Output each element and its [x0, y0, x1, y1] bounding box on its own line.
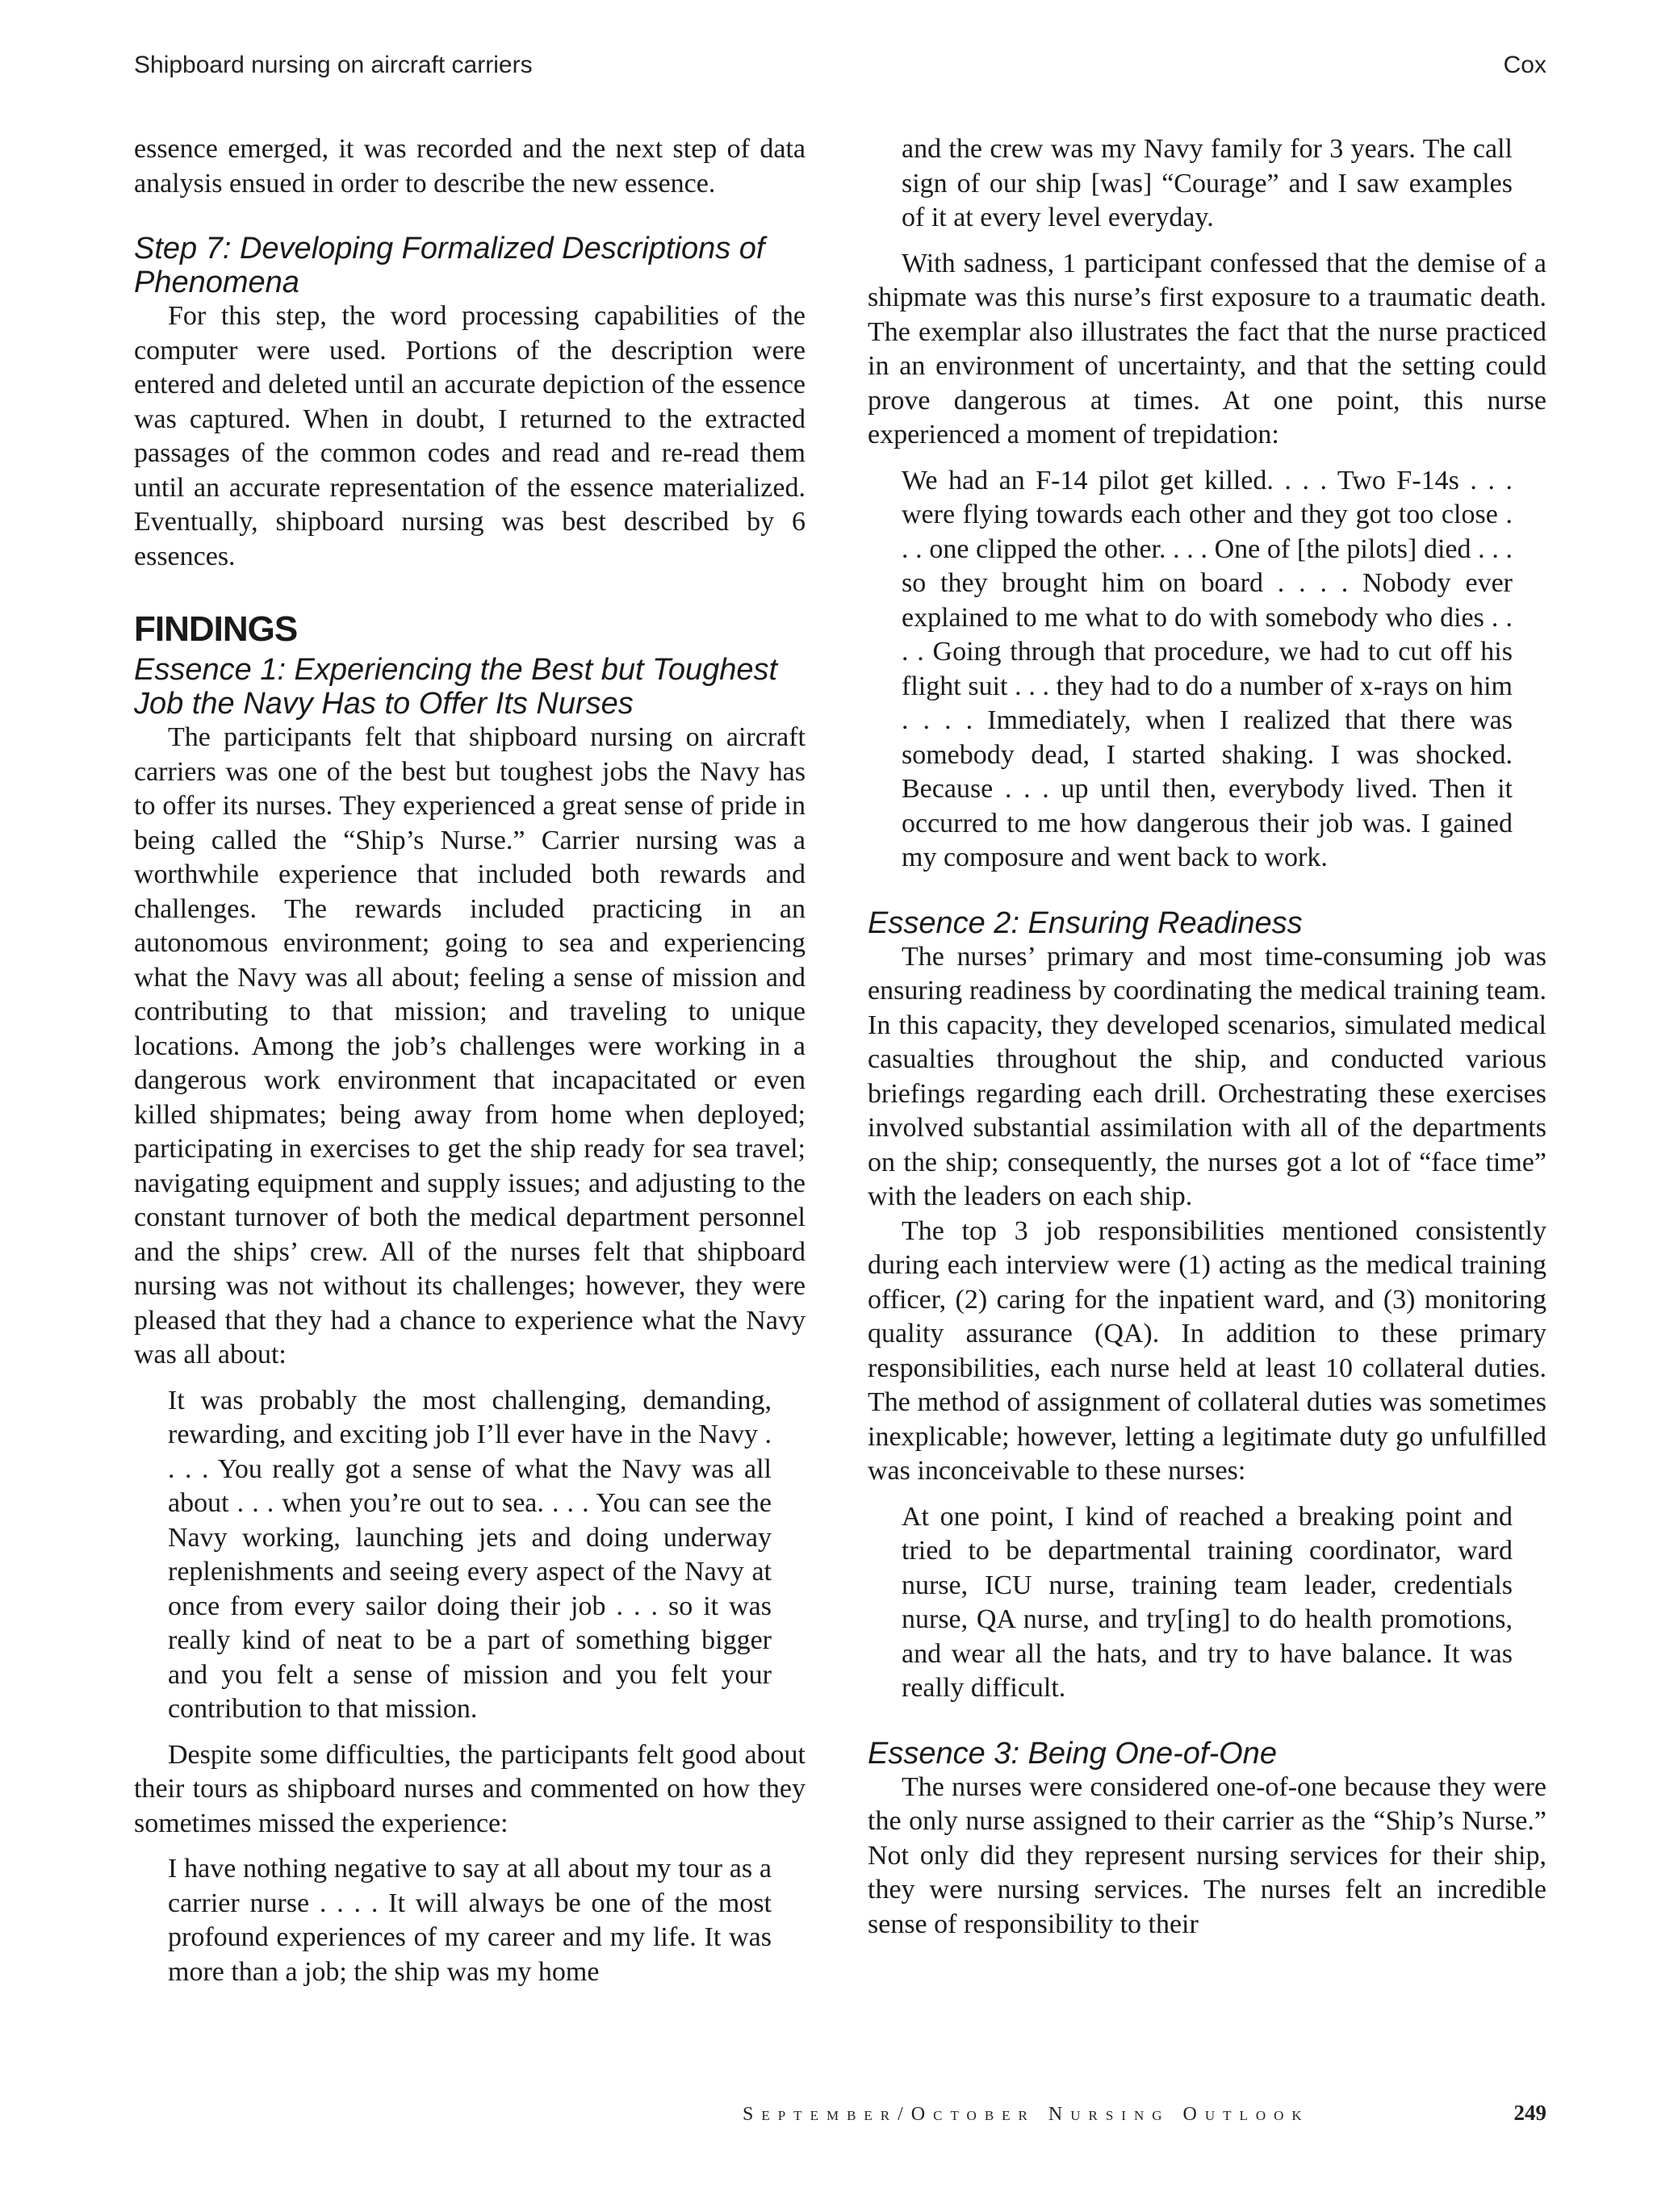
essence2-paragraph-1: The nurses’ primary and most time-consuming job was ensuring readiness by coordinating the medical training team. In this capacity, they developed scenarios, simulated medical casualties throughout the ship, and conducted various briefings regarding each drill. Orchestrating these exercises involved substantial assimilation with all of the departments on the ship; consequently, the nurses got a lot of “face time” with the leaders on each ship. [868, 941, 1546, 1211]
running-head-title: Shipboard nursing on aircraft carriers [134, 52, 533, 78]
journal-name: September/October Nursing Outlook [743, 2104, 1310, 2125]
running-head [134, 52, 1546, 87]
right-column [868, 132, 1546, 1942]
block-quote-3-text: We had an F-14 pilot get killed. . . . Two F-14s . . . were flying towards each other and they got too close . . . one clipped the other. . . . One of [the pilots] died . . . so they brought him on board . . . . Nobody ever explained to me what to do with somebody who dies . . . . Going through that procedure, we had to cut off his flight suit . . . they had to do a number of x-rays on him . . . . Immediately, when I realized that there was somebody dead, I started shaking. I was shocked. Because . . . up until then, everybody lived. Then it occurred to me how dangerous their job was. I gained my composure and went back to work. [902, 465, 1513, 872]
paragraph-continued: essence emerged, it was recorded and the next step of data analysis ensued in order to describe the new essence. [134, 134, 806, 199]
essence1-paragraph: The participants felt that shipboard nursing on aircraft carriers was one of the best but toughest jobs the Navy has to offer its nurses. They experienced a great sense of pride in being called the “Ship’s Nurse.” Carrier nursing was a worthwhile experience that included both rewards and challenges. The rewards included practicing in an autonomous environment; going to sea and experiencing what the Navy was all about; feeling a sense of mission and contributing to that mission; and traveling to unique locations. Among the job’s challenges were working in a dangerous work environment that incapacitated or even killed shipmates; being away from home when deployed; participating in exercises to get the ship ready for sea travel; navigating equipment and supply issues; and adjusting to the constant turnover of both the medical department personnel and the ships’ crew. All of the nurses felt that shipboard nursing was not without its challenges; however, they were pleased that they had a chance to experience what the Navy was all about: [134, 722, 806, 1369]
page-number: 249 [1513, 2101, 1546, 2125]
block-quote-2-text: I have nothing negative to say at all about my tour as a carrier nurse . . . . It will always be one of the most profound experiences of my career and my life. It was more than a job; the ship was my home [168, 1854, 772, 1987]
block-quote-2-continued [902, 132, 1546, 236]
essence1-heading: Essence 1: Experiencing the Best but Toughest Job the Navy Has to Offer Its Nurses [134, 653, 778, 721]
block-quote-2-continued-text: and the crew was my Navy family for 3 years. The call sign of our ship [was] “Courage” and I saw examples of it at every level everyday. [902, 134, 1513, 232]
left-column [134, 132, 806, 1989]
block-quote-4 [902, 1500, 1546, 1706]
essence2-heading: Essence 2: Ensuring Readiness [868, 905, 1303, 940]
block-quote-1 [168, 1384, 806, 1727]
block-quote-2 [168, 1852, 806, 1989]
step7-paragraph: For this step, the word processing capabilities of the computer were used. Portions of the description were entered and deleted until an accurate depiction of the essence was captured. When in doubt, I returned to the extracted passages of the common codes and read and re-read them until an accurate representation of the essence materialized. Eventually, shipboard nursing was best described by 6 essences. [134, 301, 806, 571]
essence2-paragraph-2: The top 3 job responsibilities mentioned consistently during each interview were (1) acting as the medical training officer, (2) caring for the inpatient ward, and (3) monitoring quality assurance (QA). In addition to these primary responsibilities, each nurse held at least 10 collateral duties. The method of assignment of collateral duties was sometimes inexplicable; however, letting a legitimate duty go unfulfilled was inconceivable to these nurses: [868, 1215, 1546, 1486]
essence3-paragraph: The nurses were considered one-of-one because they were the only nurse assigned to their carrier as the “Ship’s Nurse.” Not only did they represent nursing services for their ship, they were nursing services. The nurses felt an incredible sense of responsibility to their [868, 1771, 1546, 1939]
running-head-author: Cox [1503, 52, 1546, 78]
page-footer [743, 2101, 1546, 2133]
block-quote-4-text: At one point, I kind of reached a breaking point and tried to be departmental training coordinator, ward nurse, ICU nurse, training team leader, credentials nurse, QA nurse, and try[ing] to do health promotions, and wear all the hats, and try to have balance. It was really difficult. [902, 1501, 1513, 1703]
essence3-heading: Essence 3: Being One-of-One [868, 1736, 1277, 1771]
block-quote-3 [902, 464, 1546, 876]
sadness-paragraph: With sadness, 1 participant confessed that the demise of a shipmate was this nurse’s first exposure to a traumatic death. The exemplar also illustrates the fact that the nurse practiced in an environment of uncertainty, and that the setting could prove dangerous at times. At one point, this nurse experienced a moment of trepidation: [868, 248, 1546, 450]
block-quote-1-text: It was probably the most challenging, demanding, rewarding, and exciting job I’ll ever have in the Navy . . . . You really got a sense of what the Navy was all about . . . when you’re out to sea. . . . You can see the Navy working, launching jets and doing underway replenishments and seeing every aspect of the Navy at once from every sailor doing their job . . . so it was really kind of neat to be a part of something bigger and you felt a sense of mission and you felt your contribution to that mission. [168, 1385, 772, 1724]
step7-heading: Step 7: Developing Formalized Descriptions of Phenomena [134, 232, 765, 299]
despite-paragraph: Despite some difficulties, the participants felt good about their tours as shipboard nurses and commented on how they sometimes missed the experience: [134, 1739, 806, 1838]
findings-heading: FINDINGS [134, 609, 298, 649]
